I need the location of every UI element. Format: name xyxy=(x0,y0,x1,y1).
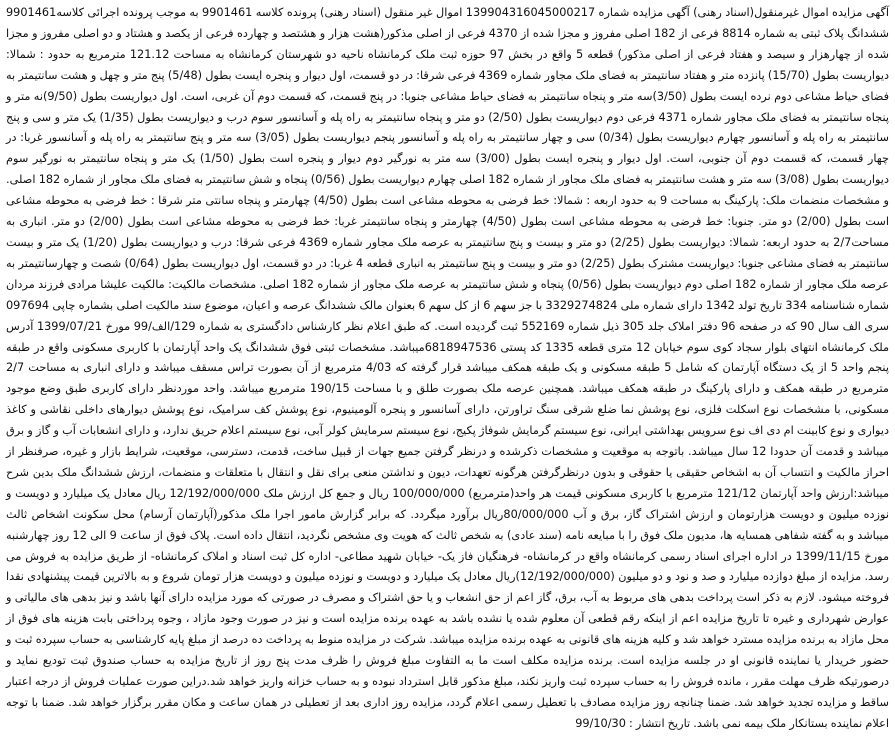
auction-notice-text: آگهی مزایده اموال غیرمنقول(اسناد رهنی) آگهی مزایده شماره 139904316045000217 اموال غیر منقول (اسناد رهنی) پرونده کلاسه 9901461 به موجب پرونده اجرائی کلاسه9901461 ششدانگ پلاک ثبتی به شماره 8814 فرعی از 182 اصلی مفروز و مجزا شده از 4370 فرعی از اصلی مذکور(هشت هزار و هشتصد و چهارده فرعی از یکصد و هشتاد و دو اصلی مفروز و مجزا شده از چهارهزار و سیصد و هفتاد فرعی از اصلی مذکور) قطعه 5 واقع در بخش 97 حوزه ثبت ملک کرمانشاه ناحیه دو شهرستان کرمانشاه به مساحت 121.12 مترمربع به حدود : شمالا: دیواریست بطول (15/70) پانزده متر و هفتاد سانتیمتر به فضای ملک مجاور شماره 4369 فرعی شرقا: در دو قسمت، اول دیوار و پنجره ایست بطول (5/48) پنج متر و چهل و هشت سانتیمتر به فضای حیاط مشاعی دوم نرده ایست بطول (3/50)سه متر و پنجاه سانتیمتر به فضای حیاط مشاعی جنوبا: در پنج قسمت، که قسمت دوم آن غربی، است. اول دیواریست بطول (9/50)نه متر و پنجاه سانتیمتر به فضای ملک مجاور شماره 4371 فرعی دوم دیواریست بطول (2/50) دو متر و پنجاه سانتیمتر به راه پله و آسانسور سوم درب و دیواریست بطول (1/35) یک متر و سی و پنج سانتیمتر به راه پله و آسانسور چهارم دیواریست بطول (0/34) سی و چهار سانتیمتر به راه پله و آسانسور پنجم دیواریست بطول (3/05) سه متر و پنج سانتیمتر به راه پله و آسانسور غربا: در چهار قسمت، که قسمت دوم آن جنوبی، است. اول دیوار و پنجره ایست بطول (3/00) سه متر به نورگیر دوم دیوار و پنجره است بطول (1/50) یک متر و پنجاه سانتیمتر به نورگیر سوم دیواریست بطول (3/08) سه متر و هشت سانتیمتر به فضای ملک مجاور از شماره 182 اصلی چهارم دیواریست بطول (0/56) پنجاه و شش سانتیمتر به فضای ملک مجاور از شماره 182 اصلی. و مشخصات منضمات ملک: پارکینگ به مساحت 9 به حدود اربعه : شمالا: خط فرضی به محوطه مشاعی است بطول (4/50) چهارمتر و پنجاه سانتی متر شرقا : خط فرضی به محوطه مشاعی است بطول (2/00) دو متر. جنوبا: خط فرضی به محوطه مشاعی است بطول (4/50) چهارمتر و پنجاه سانتیمتر غربا: خط فرضی به محوطه مشاعی است بطول (2/00) دو متر. انباری به مساحت2/7 به حدود اربعه: شمالا: دیواریست بطول (2/25) دو متر و بیست و پنج سانتیمتر به عرصه ملک مجاور شماره 4369 فرعی شرقا: درب و دیواریست بطول (1/20) یک متر و بیست سانتیمتر به فضای مشاعی جنوبا: دیواریست مشترک بطول (2/25) دو متر و بیست و پنج سانتیمتر به انباری قطعه 4 غربا: در دو قسمت، اول دیواریست بطول (0/64) شصت و چهارسانتیمتر به عرصه ملک مجاور از شماره 182 اصلی دوم دیواریست بطول (0/56) پنجاه و شش سانتیمتر به عرصه ملک مجاور از شماره 182 اصلی. مشخصات مالکیت: مالکیت علیشا مرادی فرزند مردان شماره شناسنامه 334 تاریخ تولد 1342 دارای شماره ملی 3329274824 با جز سهم 6 از کل سهم 6 بعنوان مالک ششدانگ عرصه و اعیان، موضوع سند مالکیت اصلی بشماره چاپی 097694 سری الف سال 90 که در صفحه 96 دفتر املاک جلد 305 ذیل شماره 552169 ثبت گردیده است. که طبق اعلام نظر کارشناس دادگستری به شماره 129/الف/99 مورخ 1399/07/21 آدرس ملک کرمانشاه انتهای بلوار سجاد کوی سوم خیابان 12 متری قطعه 1335 کد پستی 6818947536میباشد. مشخصات ثبتی فوق ششدانگ یک واحد آپارتمان با کاربری مسکونی واقع در طبقه پنجم واحد 5 از یک دستگاه آپارتمان که شامل 5 طبقه مسکونی و یک طبقه همکف میباشد قرار گرفته که 4/03 مترمربع از آن بصورت تراس مسقف میباشد و دارای انباری به مساحت 2/7 مترمربع در طبقه همکف و دارای پارکینگ در طبقه همکف میباشد. همچنین عرصه ملک بصورت طلق و با مساحت 190/15 مترمربع میباشد. واحد موردنظر دارای کاربری طبق وضع موجود مسکونی، با مشخصات نوع اسکلت فلزی، نوع پوشش نما ضلع شرقی سنگ تراورتن، دارای آسانسور و پنجره آلومینیوم، نوع پوشش کف سرامیک، نوع پوشش دیوارهای داخلی نقاشی و کاغذ دیواری و نوع کابینت ام دی اف نوع سرویس بهداشتی ایرانی، نوع سیستم گرمایش شوفاژ پکیج، نوع سیستم سرمایش کولر آبی، نوع سیستم اعلام حریق ندارد، و دارای انشعابات آب و گاز و برق میباشد و قدمت آن حدودا 12 سال میباشد. باتوجه به موقعیت و مشخصات ذکرشده و درنظر گرفتن جمیع جهات از قبیل ساخت، قدمت، دسترسی، موقعیت، شرایط بازار و غیره، صرفنظر از احراز مالکیت و انتساب آن به اشخاص حقیقی یا حقوقی و بدون درنظرگرفتن هرگونه تعهدات، دیون و نداشتن منعی برای نقل و انتقال با متعلقات و منضمات، ارزش ششدانگ ملک بدین شرح میباشد:ارزش واحد آپارتمان 121/12 مترمربع با کاربری مسکونی قیمت هر واحد(مترمربع) 100/000/000 ریال و جمع کل ارزش ملک 12/192/000/000 ریال معادل یک میلیارد و دویست و نوزده میلیون و دویست هزارتومان و ارزش اشتراک گاز، برق و آب 80/000/000ریال برآورد میگردد. که برابر گزارش مامور اجرا ملک مذکور(آپارتمان آرسام) محل سکونت اشخاص ثالث میباشد و به گفته شفاهی همسایه ها، مدیون ملک فوق را با مبایعه نامه (سند عادی) به شخص ثالث که هویت وی مشخص نگردید، انتقال داده است. پلاک فوق از ساعت 9 الی 12 روز چهارشنبه مورخ 1399/11/15 در اداره اجرای اسناد رسمی کرمانشاه واقع در کرمانشاه- فرهنگیان فاز یک- خیابان شهید مطاعی- اداره کل ثبت اسناد و املاک کرمانشاه- از طریق مزایده به فروش می رسد. مزایده از مبلغ دوازده میلیارد و صد و نود و دو میلیون (12/192/000/000)ریال معادل یک میلیارد و دویست و نوزده میلیون و دویست هزار تومان شروع و به بالاترین قیمت پیشنهادی نقدا فروخته میشود. لازم به ذکر است پرداخت بدهی های مربوط به آب، برق، گاز اعم از حق انشعاب و یا حق اشتراک و مصرف در صورتی که مورد مزایده دارای آنها باشد و نیز بدهی های مالیاتی و عوارض شهرداری و غیره تا تاریخ مزایده اعم از اینکه رقم قطعی آن معلوم شده یا نشده باشد به عهده برنده مزایده است و نیز در صورت وجود مازاد ، وجوه پرداختی بابت هزینه های فوق از محل مازاد به برنده مزایده مسترد خواهد شد و کلیه هزینه های قانونی به عهده برنده مزایده میباشد. شرکت در مزایده منوط به پرداخت ده درصد از مبلغ پایه کارشناسی به حساب سپرده ثبت و حضور خریدار یا نماینده قانونی او در جلسه مزایده است. برنده مزایده مکلف است ما به التفاوت مبلغ فروش را ظرف مدت پنج روز از تاریخ مزایده به حساب صندوق ثبت تودیع نماید و درصورتیکه ظرف مهلت مقرر ، مانده فروش را به حساب سپرده ثبت واریز نکند، مبلغ مذکور قابل استرداد نبوده و به حساب خزانه واریز خواهد شد.دراین صورت عملیات فروش از درجه اعتبار ساقط و مزایده تجدید خواهد شد. ضمنا چنانچه روز مزایده مصادف با تعطیل رسمی اعلام گردد، مزایده روز اداری بعد از تعطیلی در همان ساعت و مکان مقرر برگزار خواهد شد. ضمنا با توجه اعلام نماینده بستانکار ملک بیمه نمی باشد. تاریخ انتشار : 99/10/30 xyxy=(6,6,890,730)
